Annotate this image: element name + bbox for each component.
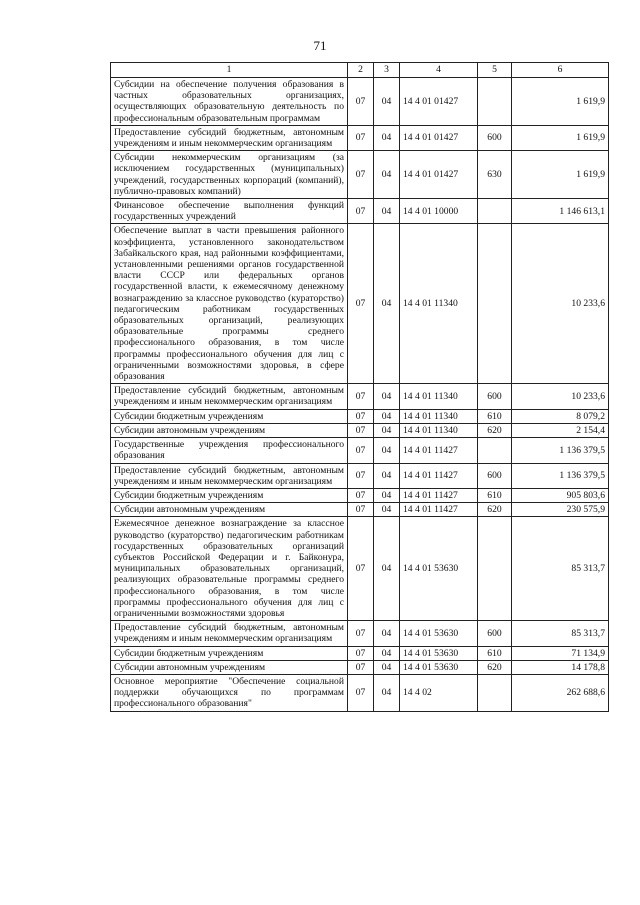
- row-subsection: 04: [374, 78, 400, 126]
- row-amount: 1 619,9: [512, 125, 609, 150]
- row-target-article: 14 4 01 11340: [400, 409, 478, 423]
- row-subsection: 04: [374, 503, 400, 517]
- row-section: 07: [348, 660, 374, 674]
- row-name: Субсидии бюджетным учреждениям: [111, 646, 348, 660]
- row-amount: 10 233,6: [512, 224, 609, 384]
- row-section: 07: [348, 409, 374, 423]
- row-subsection: 04: [374, 423, 400, 437]
- row-amount: 8 079,2: [512, 409, 609, 423]
- row-target-article: 14 4 01 11427: [400, 503, 478, 517]
- row-expense-type: [478, 78, 512, 126]
- header-row: [111, 63, 609, 78]
- row-name: Субсидии на обеспечение получения образования в частных образовательных организациях, осуществляющих образовательную деятельность по профессиональным образовательным программам: [111, 78, 348, 126]
- table-row: [111, 517, 609, 621]
- row-amount: 14 178,8: [512, 660, 609, 674]
- row-name: Предоставление субсидий бюджетным, автономным учреждениям и иным некоммерческим организациям: [111, 384, 348, 409]
- row-expense-type: 600: [478, 463, 512, 488]
- row-subsection: 04: [374, 151, 400, 199]
- row-subsection: 04: [374, 384, 400, 409]
- row-target-article: 14 4 01 11427: [400, 463, 478, 488]
- row-expense-type: 620: [478, 660, 512, 674]
- table-row: [111, 224, 609, 384]
- row-expense-type: [478, 674, 512, 711]
- row-section: 07: [348, 646, 374, 660]
- table-row: [111, 125, 609, 150]
- row-target-article: 14 4 01 53630: [400, 621, 478, 646]
- row-expense-type: 610: [478, 488, 512, 502]
- table-row: [111, 621, 609, 646]
- row-target-article: 14 4 01 01427: [400, 125, 478, 150]
- row-section: 07: [348, 125, 374, 150]
- row-section: 07: [348, 463, 374, 488]
- table-row: [111, 384, 609, 409]
- row-subsection: 04: [374, 409, 400, 423]
- table-row: [111, 488, 609, 502]
- row-target-article: 14 4 01 11340: [400, 384, 478, 409]
- row-section: 07: [348, 224, 374, 384]
- row-name: Субсидии автономным учреждениям: [111, 423, 348, 437]
- row-subsection: 04: [374, 674, 400, 711]
- row-name: Субсидии некоммерческим организациям (за исключением государственных (муниципальных) учреждений, государственных корпораций (компаний), публично-правовых компаний): [111, 151, 348, 199]
- table-row: [111, 646, 609, 660]
- table-row: [111, 660, 609, 674]
- row-expense-type: [478, 438, 512, 463]
- page-number: 71: [313, 38, 327, 53]
- header-col-3: 3: [374, 63, 400, 78]
- row-subsection: 04: [374, 125, 400, 150]
- row-amount: 71 134,9: [512, 646, 609, 660]
- row-amount: 1 619,9: [512, 78, 609, 126]
- row-section: 07: [348, 503, 374, 517]
- row-name: Основное мероприятие "Обеспечение социальной поддержки обучающихся по программам профессионального образования": [111, 674, 348, 711]
- table-row: [111, 463, 609, 488]
- row-name: Субсидии бюджетным учреждениям: [111, 488, 348, 502]
- row-name: Предоставление субсидий бюджетным, автономным учреждениям и иным некоммерческим организациям: [111, 463, 348, 488]
- row-section: 07: [348, 384, 374, 409]
- budget-table: [110, 62, 609, 712]
- table-row: [111, 438, 609, 463]
- header-col-6: 6: [512, 63, 609, 78]
- row-target-article: 14 4 01 01427: [400, 151, 478, 199]
- row-target-article: 14 4 01 01427: [400, 78, 478, 126]
- row-subsection: 04: [374, 224, 400, 384]
- row-subsection: 04: [374, 463, 400, 488]
- row-subsection: 04: [374, 199, 400, 224]
- row-amount: 905 803,6: [512, 488, 609, 502]
- header-col-1: 1: [111, 63, 348, 78]
- row-name: Субсидии автономным учреждениям: [111, 503, 348, 517]
- row-amount: 2 154,4: [512, 423, 609, 437]
- table-row: [111, 423, 609, 437]
- row-section: 07: [348, 423, 374, 437]
- row-target-article: 14 4 01 53630: [400, 646, 478, 660]
- row-expense-type: [478, 199, 512, 224]
- row-subsection: 04: [374, 621, 400, 646]
- row-name: Предоставление субсидий бюджетным, автономным учреждениям и иным некоммерческим организациям: [111, 621, 348, 646]
- row-subsection: 04: [374, 517, 400, 621]
- table-row: [111, 503, 609, 517]
- row-subsection: 04: [374, 646, 400, 660]
- row-expense-type: 620: [478, 423, 512, 437]
- row-name: Государственные учреждения профессионального образования: [111, 438, 348, 463]
- row-section: 07: [348, 199, 374, 224]
- table-row: [111, 674, 609, 711]
- row-section: 07: [348, 517, 374, 621]
- row-amount: 230 575,9: [512, 503, 609, 517]
- row-section: 07: [348, 621, 374, 646]
- row-amount: 10 233,6: [512, 384, 609, 409]
- table-row: [111, 409, 609, 423]
- row-amount: 1 136 379,5: [512, 463, 609, 488]
- row-target-article: 14 4 01 11340: [400, 423, 478, 437]
- row-section: 07: [348, 438, 374, 463]
- row-name: Обеспечение выплат в части превышения районного коэффициента, установленного законодательством Забайкальского края, над районными коэффициентами, установленными решениями органов государственной власти СССР или федеральных органов государственной власти, к ежемесячному денежному вознаграждению за классное руководство (кураторство) педагогическим работникам государственных образовательных организаций, реализующих образовательные программы среднего профессионального образования, в том числе программы профессионального обучения для лиц с ограниченными возможностями здоровья, в сфере образования: [111, 224, 348, 384]
- header-col-4: 4: [400, 63, 478, 78]
- row-expense-type: 630: [478, 151, 512, 199]
- row-name: Субсидии автономным учреждениям: [111, 660, 348, 674]
- row-target-article: 14 4 01 53630: [400, 517, 478, 621]
- table-row: [111, 78, 609, 126]
- row-amount: 262 688,6: [512, 674, 609, 711]
- row-expense-type: 600: [478, 125, 512, 150]
- row-section: 07: [348, 78, 374, 126]
- row-name: Субсидии бюджетным учреждениям: [111, 409, 348, 423]
- row-expense-type: [478, 224, 512, 384]
- row-subsection: 04: [374, 438, 400, 463]
- row-target-article: 14 4 01 11427: [400, 438, 478, 463]
- row-amount: 85 313,7: [512, 621, 609, 646]
- row-target-article: 14 4 01 11340: [400, 224, 478, 384]
- row-subsection: 04: [374, 660, 400, 674]
- row-expense-type: [478, 517, 512, 621]
- row-expense-type: 610: [478, 409, 512, 423]
- table-row: [111, 151, 609, 199]
- row-name: Ежемесячное денежное вознаграждение за классное руководство (кураторство) педагогическим работникам государственных образовательных организаций субъектов Российской Федерации и г. Байконура, муниципальных образовательных организаций, реализующих образовательные программы среднего профессионального образования, в том числе программы профессионального обучения для лиц с ограниченными возможностями здоровья: [111, 517, 348, 621]
- row-target-article: 14 4 01 11427: [400, 488, 478, 502]
- header-col-5: 5: [478, 63, 512, 78]
- row-target-article: 14 4 01 10000: [400, 199, 478, 224]
- row-amount: 1 146 613,1: [512, 199, 609, 224]
- row-target-article: 14 4 01 53630: [400, 660, 478, 674]
- row-amount: 1 619,9: [512, 151, 609, 199]
- row-target-article: 14 4 02: [400, 674, 478, 711]
- row-expense-type: 610: [478, 646, 512, 660]
- row-section: 07: [348, 488, 374, 502]
- row-expense-type: 620: [478, 503, 512, 517]
- row-expense-type: 600: [478, 384, 512, 409]
- row-name: Предоставление субсидий бюджетным, автономным учреждениям и иным некоммерческим организациям: [111, 125, 348, 150]
- header-col-2: 2: [348, 63, 374, 78]
- row-expense-type: 600: [478, 621, 512, 646]
- row-section: 07: [348, 151, 374, 199]
- row-name: Финансовое обеспечение выполнения функций государственных учреждений: [111, 199, 348, 224]
- row-subsection: 04: [374, 488, 400, 502]
- row-section: 07: [348, 674, 374, 711]
- row-amount: 85 313,7: [512, 517, 609, 621]
- row-amount: 1 136 379,5: [512, 438, 609, 463]
- table-row: [111, 199, 609, 224]
